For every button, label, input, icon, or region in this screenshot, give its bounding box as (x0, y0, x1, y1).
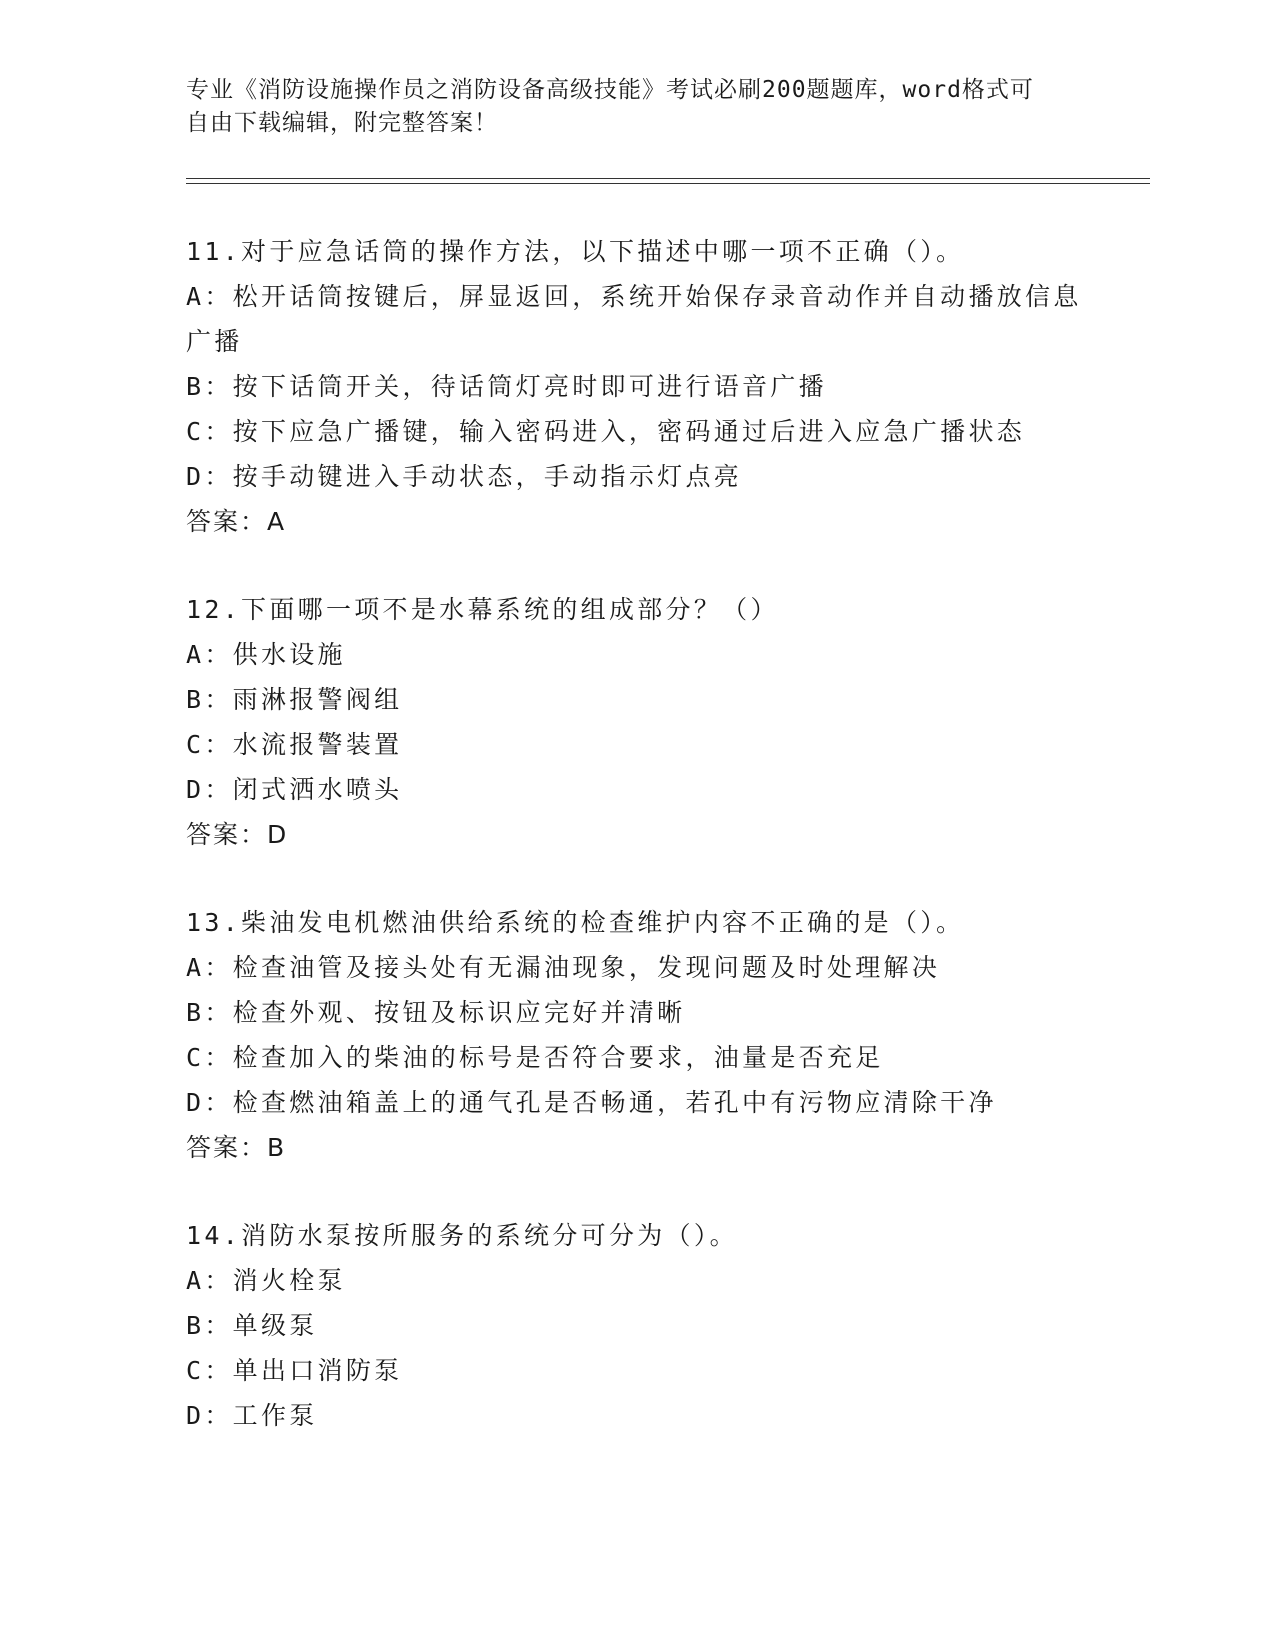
option-c: C：水流报警装置 (186, 730, 403, 759)
question-stem: 13.柴油发电机燃油供给系统的检查维护内容不正确的是（）。 (186, 908, 965, 937)
option-b: B：检查外观、按钮及标识应完好并清晰 (186, 998, 686, 1027)
option-c: C：检查加入的柴油的标号是否符合要求，油量是否充足 (186, 1043, 884, 1072)
question-list (186, 229, 1146, 1481)
option-c: C：单出口消防泵 (186, 1356, 403, 1385)
question-stem: 11.对于应急话筒的操作方法，以下描述中哪一项不正确（）。 (186, 237, 965, 266)
option-b: B：按下话筒开关，待话筒灯亮时即可进行语音广播 (186, 372, 827, 401)
option-b: B：单级泵 (186, 1311, 318, 1340)
question-12 (186, 587, 1146, 857)
header-divider-bottom (186, 183, 1150, 184)
question-stem: 12.下面哪一项不是水幕系统的组成部分？（） (186, 595, 779, 624)
option-d: D：工作泵 (186, 1401, 318, 1430)
option-a: A：检查油管及接头处有无漏油现象，发现问题及时处理解决 (186, 953, 941, 982)
question-14 (186, 1213, 1146, 1438)
question-13 (186, 900, 1146, 1170)
header-line-1: 专业《消防设施操作员之消防设备高级技能》考试必刷200题题库，word格式可 (186, 77, 1034, 103)
option-a: A：松开话筒按键后，屏显返回，系统开始保存录音动作并自动播放信息广播 (186, 282, 1082, 356)
answer-line: 答案：A (186, 507, 287, 536)
answer-line: 答案：D (186, 820, 289, 849)
header-line-2: 自由下载编辑，附完整答案！ (186, 110, 498, 136)
option-d: D：按手动键进入手动状态，手动指示灯点亮 (186, 462, 743, 491)
answer-line: 答案：B (186, 1133, 287, 1162)
question-stem: 14.消防水泵按所服务的系统分可分为（）。 (186, 1221, 738, 1250)
option-a: A：供水设施 (186, 640, 346, 669)
option-c: C：按下应急广播键，输入密码进入，密码通过后进入应急广播状态 (186, 417, 1026, 446)
header-divider-top (186, 178, 1150, 179)
option-d: D：闭式洒水喷头 (186, 775, 403, 804)
document-header (186, 74, 1066, 140)
option-b: B：雨淋报警阀组 (186, 685, 403, 714)
option-d: D：检查燃油箱盖上的通气孔是否畅通，若孔中有污物应清除干净 (186, 1088, 997, 1117)
question-11 (186, 229, 1146, 544)
option-a: A：消火栓泵 (186, 1266, 346, 1295)
